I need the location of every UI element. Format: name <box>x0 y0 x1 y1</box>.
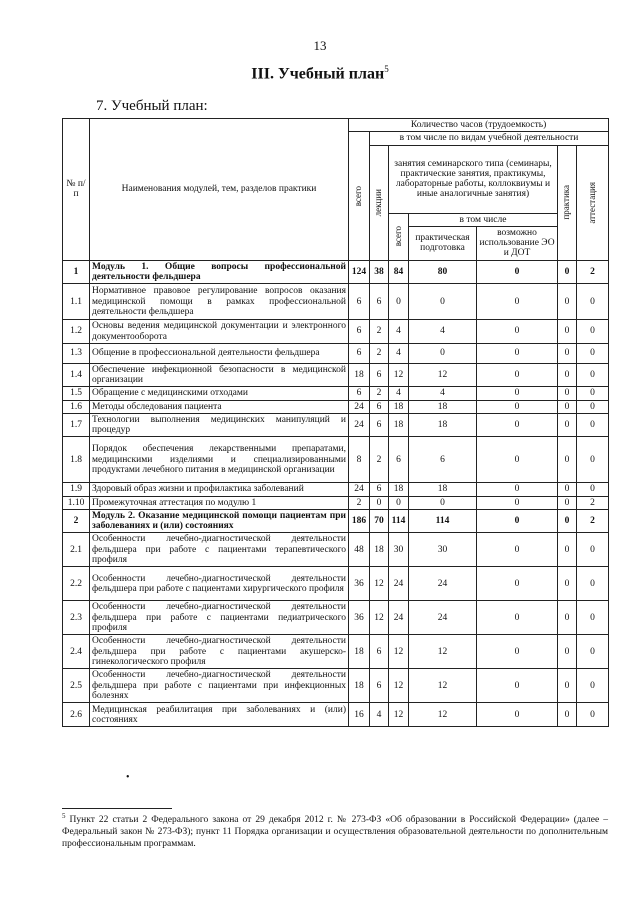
table-row <box>63 669 609 703</box>
cell-sem: 84 <box>389 260 409 284</box>
cell-prac: 80 <box>409 260 477 284</box>
cell-att: 0 <box>577 284 609 320</box>
cell-sem: 24 <box>389 601 409 635</box>
cell-pr: 0 <box>558 509 577 533</box>
cell-pr: 0 <box>558 669 577 703</box>
cell-eo: 0 <box>477 601 558 635</box>
cell-prac: 12 <box>409 363 477 387</box>
table-row <box>63 496 609 509</box>
table-row <box>63 363 609 387</box>
cell-pr: 0 <box>558 363 577 387</box>
cell-total: 36 <box>349 567 370 601</box>
stray-mark: • <box>126 772 130 783</box>
cell-sem: 114 <box>389 509 409 533</box>
cell-prac: 18 <box>409 483 477 496</box>
table-row <box>63 567 609 601</box>
cell-lec: 6 <box>370 669 389 703</box>
cell-eo: 0 <box>477 400 558 413</box>
table-row <box>63 320 609 344</box>
cell-num: 2.6 <box>63 703 90 727</box>
cell-name: Общение в профессиональной деятельности фельдшера <box>90 343 349 363</box>
cell-lec: 6 <box>370 400 389 413</box>
cell-lec: 6 <box>370 284 389 320</box>
cell-sem: 12 <box>389 669 409 703</box>
cell-name: Здоровый образ жизни и профилактика заболеваний <box>90 483 349 496</box>
cell-eo: 0 <box>477 343 558 363</box>
cell-sem: 12 <box>389 703 409 727</box>
table-body <box>63 260 609 727</box>
cell-att: 2 <box>577 260 609 284</box>
table-row <box>63 533 609 567</box>
cell-num: 1.6 <box>63 400 90 413</box>
module-row <box>63 260 609 284</box>
cell-prac: 114 <box>409 509 477 533</box>
cell-prac: 18 <box>409 400 477 413</box>
cell-att: 2 <box>577 509 609 533</box>
footnote-text: Пункт 22 статьи 2 Федерального закона от 29 декабря 2012 г. № 273-ФЗ «Об образовании в Российской Федерации» (далее – Федеральный закон № 273-ФЗ); пункт 11 Порядка организации и осуществления образовательной деятельности по дополнительным профессиональным программам. <box>62 815 608 849</box>
cell-att: 0 <box>577 437 609 483</box>
header-seminar-total <box>389 213 409 260</box>
cell-name: Особенности лечебно-диагностической деятельности фельдшера при работе с пациентами при инфекционных болезнях <box>90 669 349 703</box>
cell-att: 0 <box>577 567 609 601</box>
cell-num: 2.4 <box>63 635 90 669</box>
header-total-text: всего <box>353 185 364 207</box>
cell-num: 1.2 <box>63 320 90 344</box>
cell-prac: 0 <box>409 284 477 320</box>
cell-name: Методы обследования пациента <box>90 400 349 413</box>
table-row <box>63 703 609 727</box>
table-row <box>63 635 609 669</box>
cell-lec: 18 <box>370 533 389 567</box>
cell-eo: 0 <box>477 567 558 601</box>
cell-name: Особенности лечебно-диагностической деятельности фельдшера при работе с пациентами педиатрического профиля <box>90 601 349 635</box>
cell-eo: 0 <box>477 703 558 727</box>
cell-prac: 24 <box>409 601 477 635</box>
cell-sem: 4 <box>389 343 409 363</box>
table-row <box>63 343 609 363</box>
cell-att: 0 <box>577 363 609 387</box>
cell-name: Обращение с медицинскими отходами <box>90 387 349 400</box>
cell-pr: 0 <box>558 320 577 344</box>
cell-lec: 70 <box>370 509 389 533</box>
cell-num: 1.9 <box>63 483 90 496</box>
section-title-text: III. Учебный план <box>251 65 385 83</box>
cell-name: Обеспечение инфекционной безопасности в медицинской организации <box>90 363 349 387</box>
header-total <box>349 132 370 261</box>
cell-num: 1.5 <box>63 387 90 400</box>
cell-lec: 12 <box>370 567 389 601</box>
header-practical: практическая подготовка <box>409 226 477 260</box>
cell-num: 1.8 <box>63 437 90 483</box>
cell-pr: 0 <box>558 601 577 635</box>
cell-num: 1.10 <box>63 496 90 509</box>
cell-eo: 0 <box>477 437 558 483</box>
cell-lec: 2 <box>370 437 389 483</box>
cell-total: 186 <box>349 509 370 533</box>
cell-pr: 0 <box>558 400 577 413</box>
cell-att: 0 <box>577 483 609 496</box>
cell-pr: 0 <box>558 260 577 284</box>
cell-name: Медицинская реабилитация при заболеваниях и (или) состояниях <box>90 703 349 727</box>
cell-num: 1.7 <box>63 413 90 437</box>
cell-name: Нормативное правовое регулирование вопросов оказания медицинской помощи в рамках профессиональной деятельности фельдшера <box>90 284 349 320</box>
cell-lec: 4 <box>370 703 389 727</box>
section-footnote-mark: 5 <box>384 64 389 74</box>
cell-eo: 0 <box>477 496 558 509</box>
table-row <box>63 437 609 483</box>
curriculum-table <box>62 118 609 727</box>
cell-lec: 12 <box>370 601 389 635</box>
cell-pr: 0 <box>558 567 577 601</box>
cell-num: 1 <box>63 260 90 284</box>
cell-att: 0 <box>577 400 609 413</box>
cell-name: Особенности лечебно-диагностической деятельности фельдшера при работе с пациентами хирургического профиля <box>90 567 349 601</box>
table-header <box>63 119 609 261</box>
cell-prac: 12 <box>409 635 477 669</box>
cell-sem: 6 <box>389 437 409 483</box>
cell-pr: 0 <box>558 635 577 669</box>
cell-pr: 0 <box>558 284 577 320</box>
cell-att: 0 <box>577 601 609 635</box>
cell-att: 0 <box>577 669 609 703</box>
cell-eo: 0 <box>477 260 558 284</box>
cell-total: 48 <box>349 533 370 567</box>
cell-eo: 0 <box>477 413 558 437</box>
cell-total: 18 <box>349 635 370 669</box>
cell-lec: 0 <box>370 496 389 509</box>
cell-total: 8 <box>349 437 370 483</box>
cell-eo: 0 <box>477 387 558 400</box>
cell-eo: 0 <box>477 483 558 496</box>
cell-eo: 0 <box>477 320 558 344</box>
cell-sem: 18 <box>389 483 409 496</box>
cell-sem: 18 <box>389 400 409 413</box>
cell-name: Модуль 2. Оказание медицинской помощи пациентам при заболеваниях и (или) состояниях <box>90 509 349 533</box>
cell-lec: 38 <box>370 260 389 284</box>
cell-pr: 0 <box>558 703 577 727</box>
cell-prac: 30 <box>409 533 477 567</box>
cell-pr: 0 <box>558 533 577 567</box>
header-attest <box>577 145 609 260</box>
header-hours: Количество часов (трудоемкость) <box>349 119 609 132</box>
cell-sem: 24 <box>389 567 409 601</box>
cell-eo: 0 <box>477 669 558 703</box>
cell-sem: 18 <box>389 413 409 437</box>
cell-num: 2 <box>63 509 90 533</box>
cell-eo: 0 <box>477 363 558 387</box>
cell-prac: 4 <box>409 320 477 344</box>
cell-sem: 12 <box>389 363 409 387</box>
header-lectures-text: лекции <box>373 188 384 217</box>
cell-prac: 4 <box>409 387 477 400</box>
cell-num: 2.5 <box>63 669 90 703</box>
cell-att: 0 <box>577 343 609 363</box>
table-row <box>63 413 609 437</box>
cell-prac: 12 <box>409 703 477 727</box>
cell-name: Технологии выполнения медицинских манипуляций и процедур <box>90 413 349 437</box>
table-row <box>63 284 609 320</box>
cell-eo: 0 <box>477 509 558 533</box>
cell-att: 0 <box>577 413 609 437</box>
page-number: 13 <box>313 38 327 53</box>
cell-lec: 2 <box>370 343 389 363</box>
cell-sem: 30 <box>389 533 409 567</box>
cell-pr: 0 <box>558 483 577 496</box>
cell-sem: 12 <box>389 635 409 669</box>
cell-eo: 0 <box>477 284 558 320</box>
header-incl: в том числе <box>409 213 558 226</box>
cell-att: 0 <box>577 320 609 344</box>
cell-num: 2.2 <box>63 567 90 601</box>
cell-total: 36 <box>349 601 370 635</box>
cell-total: 18 <box>349 363 370 387</box>
cell-num: 2.1 <box>63 533 90 567</box>
cell-prac: 24 <box>409 567 477 601</box>
header-practice-text: практика <box>561 185 572 220</box>
cell-total: 124 <box>349 260 370 284</box>
cell-lec: 6 <box>370 635 389 669</box>
cell-name: Основы ведения медицинской документации и электронного документооборота <box>90 320 349 344</box>
cell-total: 24 <box>349 413 370 437</box>
cell-pr: 0 <box>558 387 577 400</box>
table-row <box>63 387 609 400</box>
header-seminar-total-text: всего <box>392 226 403 247</box>
cell-lec: 6 <box>370 363 389 387</box>
header-seminar: занятия семинарского типа (семинары, практические занятия, практикумы, лабораторные работы, коллоквиумы и иные аналогичные занятия) <box>389 145 558 213</box>
cell-eo: 0 <box>477 635 558 669</box>
cell-lec: 6 <box>370 483 389 496</box>
cell-att: 0 <box>577 533 609 567</box>
cell-total: 2 <box>349 496 370 509</box>
cell-eo: 0 <box>477 533 558 567</box>
cell-att: 0 <box>577 703 609 727</box>
cell-num: 1.1 <box>63 284 90 320</box>
curriculum-subtitle: 7. Учебный план: <box>96 98 208 114</box>
cell-prac: 12 <box>409 669 477 703</box>
table-row <box>63 601 609 635</box>
header-lectures <box>370 145 389 260</box>
cell-name: Особенности лечебно-диагностической деятельности фельдшера при работе с пациентами акушерско-гинекологического профиля <box>90 635 349 669</box>
cell-pr: 0 <box>558 343 577 363</box>
cell-total: 24 <box>349 400 370 413</box>
cell-att: 2 <box>577 496 609 509</box>
footnote <box>62 812 608 851</box>
cell-num: 1.4 <box>63 363 90 387</box>
cell-lec: 2 <box>370 320 389 344</box>
header-eo: возможно использование ЭО и ДОТ <box>477 226 558 260</box>
footnote-divider <box>62 808 172 809</box>
cell-total: 6 <box>349 387 370 400</box>
cell-att: 0 <box>577 635 609 669</box>
section-title <box>0 64 640 83</box>
cell-total: 6 <box>349 343 370 363</box>
cell-sem: 0 <box>389 284 409 320</box>
cell-name: Промежуточная аттестация по модулю 1 <box>90 496 349 509</box>
cell-lec: 6 <box>370 413 389 437</box>
cell-lec: 2 <box>370 387 389 400</box>
cell-total: 6 <box>349 284 370 320</box>
cell-pr: 0 <box>558 496 577 509</box>
module-row <box>63 509 609 533</box>
cell-att: 0 <box>577 387 609 400</box>
cell-pr: 0 <box>558 413 577 437</box>
cell-name: Модуль 1. Общие вопросы профессиональной деятельности фельдшера <box>90 260 349 284</box>
cell-pr: 0 <box>558 437 577 483</box>
table-row <box>63 483 609 496</box>
cell-num: 1.3 <box>63 343 90 363</box>
cell-name: Порядок обеспечения лекарственными препаратами, медицинскими изделиями и специализированными продуктами лечебного питания в медицинской организации <box>90 437 349 483</box>
cell-name: Особенности лечебно-диагностической деятельности фельдшера при работе с пациентами терапевтического профиля <box>90 533 349 567</box>
cell-sem: 4 <box>389 320 409 344</box>
header-attest-text: аттестация <box>586 181 597 224</box>
cell-prac: 0 <box>409 343 477 363</box>
cell-total: 24 <box>349 483 370 496</box>
cell-sem: 0 <box>389 496 409 509</box>
cell-num: 2.3 <box>63 601 90 635</box>
header-num: № п/п <box>63 119 90 261</box>
cell-total: 16 <box>349 703 370 727</box>
cell-prac: 18 <box>409 413 477 437</box>
cell-prac: 0 <box>409 496 477 509</box>
cell-prac: 6 <box>409 437 477 483</box>
header-by-type: в том числе по видам учебной деятельности <box>370 132 609 145</box>
cell-sem: 4 <box>389 387 409 400</box>
cell-total: 18 <box>349 669 370 703</box>
footnote-mark: 5 <box>62 812 66 820</box>
cell-total: 6 <box>349 320 370 344</box>
header-name: Наименования модулей, тем, разделов практики <box>90 119 349 261</box>
table-row <box>63 400 609 413</box>
header-practice <box>558 145 577 260</box>
